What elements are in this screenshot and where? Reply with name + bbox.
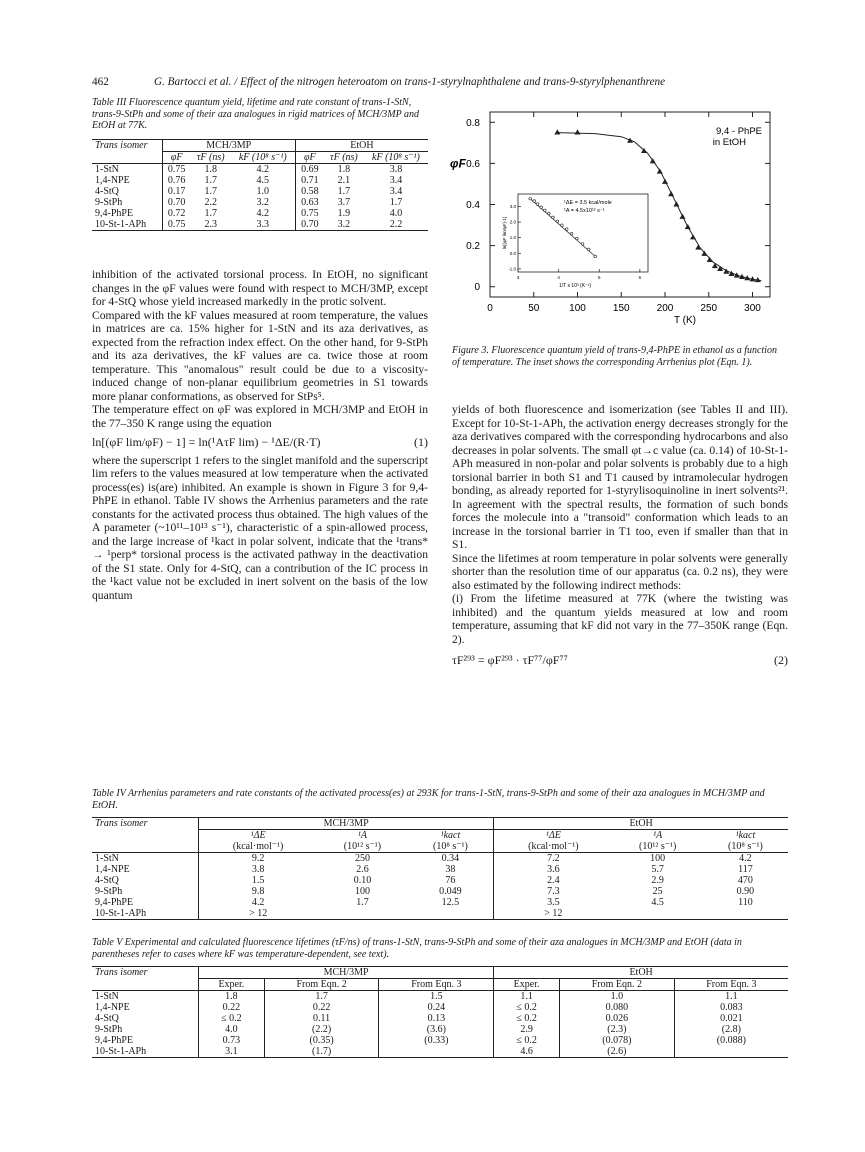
y-tick-label: 0 — [474, 282, 480, 294]
legend-line-1: 9,4 - PhPE — [716, 126, 762, 137]
inset-data-point — [548, 212, 551, 215]
figure3-caption: Figure 3. Fluorescence quantum yield of trans-9,4-PhPE in ethanol as a function of temperature. The inset shows the corresponding Arrhenius plot (Eqn. 1). — [452, 345, 778, 368]
table-cell: 0.73 — [199, 1035, 265, 1046]
table-cell: 0.63 — [301, 197, 319, 208]
t5-h-eq3-2: From Eqn. 3 — [674, 979, 788, 991]
left-paragraph-1: inhibition of the activated torsional process. In EtOH, no significant changes in the φF values were found with respect to MCH/3MP, except for 4-StQ whose yield increased markedly in the protic solvent. — [92, 268, 428, 308]
y-tick-label: 0.8 — [466, 117, 480, 129]
row-label: 1-StN — [92, 991, 199, 1003]
table-cell: (2.6) — [559, 1046, 674, 1058]
inset-x-tick-label: 3 — [516, 275, 520, 280]
table-cell: 0.13 — [379, 1013, 494, 1024]
inset-data-point — [556, 220, 559, 223]
table-row — [92, 1046, 788, 1058]
table-cell: (3.6) — [379, 1024, 494, 1035]
table-cell: 4.5 — [231, 175, 296, 186]
table-cell: 0.72 — [167, 208, 186, 219]
table-cell: 1.7 — [337, 186, 351, 197]
table-cell: 0.76 — [167, 175, 186, 186]
t4-h-de2-unit: (kcal·mol⁻¹) — [528, 841, 579, 852]
table-cell: 3.6 — [547, 864, 560, 875]
data-point — [690, 234, 696, 239]
table-row — [92, 908, 788, 920]
inset-data-point — [570, 232, 573, 235]
row-label: 9-StPh — [92, 886, 199, 897]
running-title: G. Bartocci et al. / Effect of the nitrogen heteroatom on trans-1-styrylnaphthalene and trans-9-styrylphenanthrene — [154, 76, 666, 88]
table-cell: 3.3 — [231, 219, 296, 231]
inset-annotation-1: ¹ΔE = 3.5 kcal/mole — [564, 200, 612, 206]
table-cell — [674, 1046, 788, 1058]
table-cell: 110 — [738, 897, 753, 908]
table-cell: 9.2 — [251, 853, 265, 864]
table5-caption: Table V Experimental and calculated fluorescence lifetimes (τF/ns) of trans-1-StN, trans-9-StPh and some of their aza analogues in MCH/3MP and EtOH (data in parentheses refer to cases where kF was temperature-dependent, see text). — [92, 937, 742, 960]
table-cell: 2.3 — [204, 219, 217, 230]
table4-caption: Table IV Arrhenius parameters and rate constants of the activated process(es) at 293K for trans-1-StN, trans-9-StPh and some of their aza analogues in MCH/3MP and EtOH. — [92, 788, 765, 811]
t4-h-de1: ¹ΔE — [250, 830, 266, 841]
table-cell: ≤ 0.2 — [516, 1035, 537, 1046]
t4-h-k2: ¹kact — [735, 830, 756, 841]
right-paragraph-3: (i) From the lifetime measured at 77K (where the twisting was inhibited) and the quantum yields measured at low and room temperature, assuming that kF did not vary in the 77–350K range (Eqn. 2). — [452, 592, 788, 646]
table-row — [92, 1013, 788, 1024]
table-cell: (1.7) — [264, 1046, 379, 1058]
row-label: 1,4-NPE — [92, 175, 162, 186]
table-cell: 2.2 — [204, 197, 217, 208]
t3-h-k2: kF (10⁸ s⁻¹) — [372, 152, 420, 163]
row-label: 4-StQ — [92, 1013, 199, 1024]
table-cell: 76 — [408, 875, 494, 886]
inset-annotation-2: ¹A = 4.5x10¹² s⁻¹ — [564, 208, 605, 214]
data-point — [685, 224, 691, 229]
t3-h-tau2: τF (ns) — [330, 152, 358, 163]
table-cell: (2.2) — [264, 1024, 379, 1035]
inset-x-tick-label: 4 — [557, 275, 560, 280]
table4-col-isomer: Trans isomer — [92, 818, 199, 853]
table-cell: 1.1 — [674, 991, 788, 1003]
table-cell: 1.5 — [379, 991, 494, 1003]
t3-h-k1: kF (10⁸ s⁻¹) — [231, 152, 296, 164]
table-cell: 1.7 — [204, 208, 217, 219]
table-cell: > 12 — [544, 908, 563, 919]
table5-group2: EtOH — [629, 967, 653, 978]
right-paragraph-2: Since the lifetimes at room temperature in polar solvents were generally shorter than the resolution time of our apparatus (ca. 0.2 ns), they were also estimated by the following indirect methods: — [452, 551, 788, 592]
data-point — [627, 138, 633, 143]
table-row — [92, 991, 788, 1003]
table-cell: 3.4 — [389, 175, 403, 186]
data-point — [734, 272, 740, 277]
table-cell: 1.7 — [264, 991, 379, 1003]
table-cell: 0.69 — [301, 164, 319, 175]
table-cell: 4.2 — [231, 164, 296, 176]
table-cell: 1.8 — [204, 164, 217, 175]
table-cell: (0.33) — [379, 1035, 494, 1046]
table-cell — [317, 908, 407, 920]
right-column-text — [452, 403, 788, 668]
table4 — [92, 817, 788, 920]
t4-h-k1-unit: (10⁸ s⁻¹) — [408, 841, 494, 853]
t5-h-eq2-2: From Eqn. 2 — [559, 979, 674, 991]
t5-h-eq3-1: From Eqn. 3 — [379, 979, 494, 991]
left-paragraph-3: The temperature effect on φF was explored in MCH/3MP and EtOH in the 77–350 K range using the equation — [92, 403, 428, 430]
table-cell: 100 — [650, 853, 666, 864]
x-tick-label: 250 — [700, 303, 718, 314]
t3-h-phi2: φF — [304, 152, 316, 163]
table-row — [92, 864, 788, 875]
table-cell: 3.8 — [251, 864, 265, 875]
table-cell: 3.5 — [547, 897, 560, 908]
table-cell: (0.35) — [264, 1035, 379, 1046]
figure3-chart — [448, 100, 778, 340]
inset-y-tick-label: 1.0 — [509, 235, 516, 241]
x-axis-label: T (K) — [673, 315, 697, 326]
table-cell: 1.0 — [559, 991, 674, 1003]
table-cell: 0.021 — [674, 1013, 788, 1024]
table-cell: 1.0 — [231, 186, 296, 197]
x-tick-label: 50 — [528, 303, 540, 314]
table-cell: 0.58 — [301, 186, 319, 197]
left-paragraph-2: Compared with the kF values measured at room temperature, the values in matrices are ca. 15% higher for 1-StN and its aza derivatives, as expected from the refraction index effect. On the other hand, for 9-StPh and its aza derivatives, the kF values are ca. twice those at room temperature. This "anomalous" result could be due to a viscosity-induced change of non-planar equilibrium geometries in S1 towards more planar conformations, as observed for StPs⁵. — [92, 308, 428, 403]
table-cell: 0.026 — [559, 1013, 674, 1024]
inset-data-point — [576, 237, 579, 240]
table-cell: 2.9 — [520, 1024, 533, 1035]
table-cell: 1.8 — [199, 991, 265, 1003]
table-cell: 3.2 — [337, 219, 351, 230]
inset-y-tick-label: 3.0 — [509, 203, 516, 209]
row-label: 10-St-1-APh — [92, 908, 199, 920]
equation-1-text: ln[(φF lim/φF) − 1] = ln(¹AτF lim) − ¹ΔE/(R·T) — [92, 435, 321, 449]
table-cell: (0.088) — [674, 1035, 788, 1046]
table-cell: 3.1 — [199, 1046, 265, 1058]
inset-data-point — [565, 228, 568, 231]
table-cell: 0.083 — [674, 1002, 788, 1013]
table-cell: 9.8 — [251, 886, 265, 897]
table-cell: 4.0 — [389, 208, 403, 219]
inset-data-point — [529, 197, 532, 200]
row-label: 1,4-NPE — [92, 1002, 199, 1013]
inset-data-point — [561, 224, 564, 227]
inset-x-tick-label: 5 — [597, 275, 601, 280]
table-cell: 0.049 — [408, 886, 494, 897]
table-cell: 1.1 — [520, 991, 533, 1002]
row-label: 1-StN — [92, 853, 199, 865]
row-label: 4-StQ — [92, 186, 162, 197]
x-tick-label: 200 — [656, 303, 674, 314]
left-column-text — [92, 268, 428, 602]
inset-y-tick-label: 0.0 — [509, 250, 516, 256]
table-cell: 4.2 — [739, 853, 752, 864]
table-cell: 4.5 — [651, 897, 664, 908]
table-cell: 0.11 — [264, 1013, 379, 1024]
t4-h-a1-unit: (10¹² s⁻¹) — [343, 841, 382, 852]
table-cell: 1.7 — [356, 897, 369, 908]
table-cell: (0.078) — [559, 1035, 674, 1046]
y-tick-label: 0.2 — [466, 241, 480, 253]
table-row — [92, 197, 428, 208]
data-point — [695, 244, 701, 249]
t5-h-exp2: Exper. — [513, 979, 540, 990]
inset-x-tick-label: 6 — [638, 275, 642, 280]
equation-1 — [92, 436, 428, 450]
y-tick-label: 0.4 — [466, 200, 480, 211]
table-cell — [703, 908, 788, 920]
table-cell: ≤ 0.2 — [516, 1013, 537, 1024]
t3-h-tau1: τF (ns) — [196, 152, 225, 163]
table-cell: 117 — [738, 864, 753, 875]
table-cell: 1.7 — [204, 175, 217, 186]
t4-h-k1: ¹kact — [408, 830, 494, 842]
table-cell: 0.24 — [379, 1002, 494, 1013]
table-cell — [408, 908, 494, 920]
table-cell: 4.2 — [231, 208, 296, 219]
table-cell — [613, 908, 703, 920]
data-point — [657, 168, 663, 173]
inset-data-point — [544, 209, 547, 212]
x-tick-label: 300 — [744, 303, 761, 314]
y-axis-label: φF — [450, 156, 466, 171]
inset-data-point — [536, 203, 539, 206]
table-cell: ≤ 0.2 — [516, 1002, 537, 1013]
table-cell: 0.10 — [353, 875, 372, 886]
row-label: 9,4-PhPE — [92, 208, 162, 219]
table3-col-isomer: Trans isomer — [92, 140, 162, 164]
legend-line-2: in EtOH — [712, 137, 746, 148]
table-cell: ≤ 0.2 — [199, 1013, 265, 1024]
table-cell: 470 — [737, 875, 753, 886]
table-cell: 250 — [354, 853, 370, 864]
data-point — [712, 263, 718, 268]
page-number: 462 — [92, 76, 109, 88]
data-point — [575, 129, 581, 134]
table-row — [92, 1002, 788, 1013]
t4-h-de2: ¹ΔE — [545, 830, 561, 841]
left-paragraph-4: where the superscript 1 refers to the singlet manifold and the superscript lim refers to the values measured at low temperature when the activated process(es) is(are) inhibited. An example is shown in Figure 3 for 9,4-PhPE in ethanol. Table IV shows the Arrhenius parameters and the rate constants for the activated process thus obtained. The high values of the A parameter (~10¹¹–10¹³ s⁻¹), characteristic of a spin-allowed process, and the large increase of ¹kact in polar solvent, indicate that the ¹trans* → ¹perp* torsional process is the activated pathway in the deactivation of the S1 state. Only for 4-StQ, can a contribution of the IC process in the ¹kact value not be excluded in inert solvent on the basis of the low quantum — [92, 453, 428, 602]
t4-h-a2: ¹A — [653, 830, 663, 841]
table3-group1: MCH/3MP — [162, 140, 295, 152]
inset-data-point — [587, 248, 590, 251]
equation-2-number: (2) — [774, 653, 788, 667]
table-cell: 2.1 — [337, 175, 351, 186]
table-cell: 0.70 — [301, 219, 319, 230]
table-cell: 3.2 — [231, 197, 296, 208]
table-cell — [379, 1046, 494, 1058]
row-label: 4-StQ — [92, 875, 199, 886]
table-cell: 1.8 — [337, 164, 351, 175]
row-label: 1,4-NPE — [92, 864, 199, 875]
table-cell: 0.22 — [199, 1002, 265, 1013]
inset-data-point — [581, 243, 584, 246]
table5-col-isomer: Trans isomer — [92, 967, 199, 991]
inset-data-point — [533, 200, 536, 203]
table-cell: 0.17 — [167, 186, 186, 197]
table-cell: (2.3) — [559, 1024, 674, 1035]
equation-2-text: τF²⁹³ = φF²⁹³ · τF⁷⁷/φF⁷⁷ — [452, 653, 568, 667]
table-cell: 0.75 — [167, 164, 186, 175]
table-cell: 1.7 — [389, 197, 403, 208]
inset-data-point — [552, 216, 555, 219]
inset-data-point — [594, 255, 597, 258]
table-row — [92, 164, 428, 176]
table-cell: 3.4 — [389, 186, 403, 197]
data-point — [701, 251, 707, 256]
t4-h-de1-unit: (kcal·mol⁻¹) — [232, 841, 284, 852]
table-cell: 1.7 — [204, 186, 217, 197]
table-cell: (2.8) — [674, 1024, 788, 1035]
table-row — [92, 897, 788, 908]
table-cell: 0.75 — [301, 208, 319, 219]
y-tick-label: 0.6 — [466, 158, 480, 170]
row-label: 9-StPh — [92, 197, 162, 208]
table-cell: > 12 — [249, 908, 268, 919]
table-cell: 0.75 — [167, 219, 186, 230]
table-cell: 3.7 — [337, 197, 351, 208]
table-row — [92, 186, 428, 197]
row-label: 10-St-1-APh — [92, 219, 162, 231]
t4-h-a1: ¹A — [357, 830, 367, 841]
row-label: 9,4-PhPE — [92, 1035, 199, 1046]
data-point — [673, 201, 679, 206]
inset-y-tick-label: -1.0 — [508, 266, 516, 272]
equation-1-number: (1) — [414, 435, 428, 449]
right-paragraph-1: yields of both fluorescence and isomerization (see Tables II and III). Except for 10-St-1-APh, the activation energy decreases strongly for the aza derivatives compared with the corresponding hydrocarbons and also decreases in polar solvents. The small φt→c value (ca. 0.14) of 10-St-1-APh measured in non-polar and polar solvents is probably due to a high torsional barrier in both S1 and T1 caused by intramolecular hydrogen bonding, as already reported for 1-styrylisoquinoline in inert solvents²¹. In agreement with the spectral results, the formation of such bonds forces the molecule into a "transoid" conformation which leads to an increase in the torsional barrier in T1 too, even if smaller than that in S1. — [452, 403, 788, 551]
table5-group1: MCH/3MP — [199, 967, 494, 979]
data-point — [680, 214, 686, 219]
table-cell: 0.71 — [301, 175, 319, 186]
table-cell: 4.2 — [251, 897, 265, 908]
table-cell: 2.9 — [651, 875, 664, 886]
x-tick-label: 150 — [612, 303, 630, 314]
table-cell: 7.2 — [547, 853, 560, 864]
table-row — [92, 175, 428, 186]
table-cell: 12.5 — [408, 897, 494, 908]
inset-y-tick-label: 2.0 — [509, 219, 516, 225]
data-point — [650, 158, 656, 163]
table-cell: 0.22 — [264, 1002, 379, 1013]
row-label: 10-St-1-APh — [92, 1046, 199, 1058]
t4-h-k2-unit: (10⁸ s⁻¹) — [728, 841, 763, 852]
table-row — [92, 208, 428, 219]
x-tick-label: 0 — [487, 303, 493, 314]
inset-y-label: ln[(φF lim/φF)-1] — [502, 216, 507, 250]
table-row — [92, 1024, 788, 1035]
table-cell: 7.3 — [547, 886, 560, 897]
table-cell: 1.5 — [251, 875, 265, 886]
table-row — [92, 219, 428, 231]
inset-x-label: 1/T x 10³ (K⁻¹) — [559, 283, 591, 289]
table-cell: 3.8 — [389, 164, 403, 175]
table-cell: 2.4 — [547, 875, 560, 886]
table-cell: 2.2 — [389, 219, 403, 230]
table-cell: 1.9 — [337, 208, 351, 219]
table3-group2: EtOH — [350, 140, 374, 151]
table-cell: 25 — [652, 886, 663, 897]
table-cell: 5.7 — [651, 864, 664, 875]
table-cell: 0.34 — [408, 853, 494, 865]
table-row — [92, 853, 788, 865]
data-point — [707, 257, 713, 262]
table-cell: 0.70 — [167, 197, 186, 208]
table-cell: 4.6 — [520, 1046, 533, 1057]
t3-h-phi1: φF — [170, 152, 183, 163]
table-row — [92, 1035, 788, 1046]
table-cell: 38 — [408, 864, 494, 875]
table-cell: 0.080 — [559, 1002, 674, 1013]
inset-data-point — [540, 206, 543, 209]
table-row — [92, 886, 788, 897]
table-cell: 100 — [354, 886, 370, 897]
table-cell: 4.0 — [199, 1024, 265, 1035]
table-row — [92, 875, 788, 886]
data-point — [554, 129, 560, 134]
row-label: 1-StN — [92, 164, 162, 176]
table-cell: 2.6 — [356, 864, 369, 875]
table4-group2: EtOH — [629, 818, 653, 829]
table3-caption: Table III Fluorescence quantum yield, lifetime and rate constant of trans-1-StN, trans-9-StPh and some of their aza analogues in rigid matrices of MCH/3MP and EtOH at 77K. — [92, 97, 420, 132]
table3 — [92, 139, 428, 231]
table4-group1: MCH/3MP — [199, 818, 494, 830]
row-label: 9,4-PhPE — [92, 897, 199, 908]
table-cell: 0.90 — [736, 886, 755, 897]
t5-h-eq2-1: From Eqn. 2 — [264, 979, 379, 991]
t4-h-a2-unit: (10¹² s⁻¹) — [639, 841, 677, 852]
data-point — [668, 191, 674, 196]
x-tick-label: 100 — [569, 303, 586, 314]
equation-2 — [452, 654, 788, 668]
t5-h-exp1: Exper. — [199, 979, 265, 991]
row-label: 9-StPh — [92, 1024, 199, 1035]
table5 — [92, 966, 788, 1058]
data-point — [662, 179, 668, 184]
